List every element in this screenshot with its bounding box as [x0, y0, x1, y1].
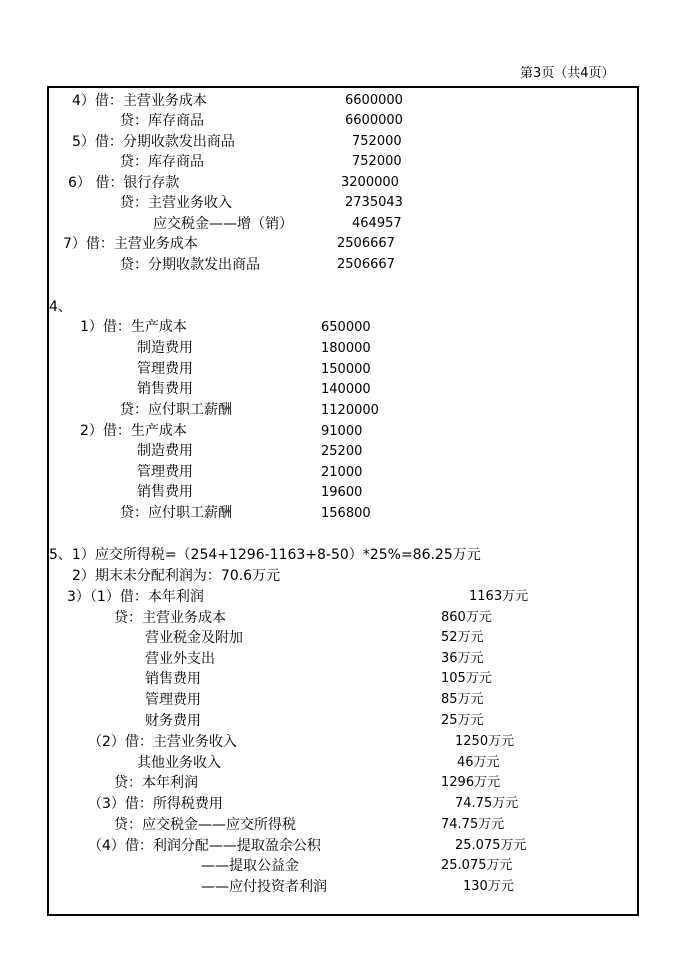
payroll-1-sales: 销售费用 [137, 381, 193, 397]
entry-6-debit-amount: 3200000 [341, 175, 399, 190]
payroll-2-sales-amount: 19600 [321, 485, 363, 500]
entry-6-debit: 6） 借：银行存款 [68, 175, 180, 191]
payroll-2-manufacturing: 制造费用 [137, 443, 193, 459]
payroll-2-debit-amount: 91000 [321, 424, 363, 439]
closing-2-credit: 贷：本年利润 [114, 775, 198, 791]
payroll-2-sales: 销售费用 [137, 484, 193, 500]
closing-1-credit-2-amount: 52万元 [441, 630, 484, 645]
closing-1-debit-amount: 1163万元 [469, 589, 529, 604]
payroll-2-credit-amount: 156800 [321, 506, 371, 521]
entry-4-credit: 贷：库存商品 [120, 113, 204, 129]
closing-4-debit-2: ——提取公益金 [201, 858, 299, 874]
entry-4-debit-amount: 6600000 [345, 93, 403, 108]
payroll-1-manufacturing: 制造费用 [137, 340, 193, 356]
closing-1-credit-4: 销售费用 [145, 671, 201, 687]
closing-1-credit-5-amount: 85万元 [441, 692, 484, 707]
entry-7-debit-amount: 2506667 [337, 236, 395, 251]
payroll-2-credit: 贷：应付职工薪酬 [120, 505, 232, 521]
closing-2-credit-amount: 1296万元 [441, 775, 501, 790]
closing-1-credit-2: 营业税金及附加 [145, 630, 243, 646]
entry-6-credit-2-amount: 464957 [352, 216, 402, 231]
closing-4-debit-2-amount: 25.075万元 [441, 858, 513, 873]
entry-6-credit-1: 贷：主营业务收入 [120, 195, 232, 211]
payroll-1-management: 管理费用 [137, 361, 193, 377]
closing-3-debit: （3）借：所得税费用 [88, 796, 223, 812]
closing-1-credit-4-amount: 105万元 [441, 671, 492, 686]
entry-5-debit: 5）借：分期收款发出商品 [72, 134, 235, 150]
payroll-1-debit: 1）借：生产成本 [80, 319, 187, 335]
closing-1-credit-1-amount: 860万元 [441, 610, 492, 625]
entry-6-credit-1-amount: 2735043 [345, 195, 403, 210]
page-number: 第3页（共4页） [520, 66, 615, 81]
entry-5-debit-amount: 752000 [352, 134, 402, 149]
closing-4-debit-1: （4）借：利润分配——提取盈余公积 [88, 838, 321, 854]
payroll-2-management: 管理费用 [137, 464, 193, 480]
payroll-1-sales-amount: 140000 [321, 382, 371, 397]
payroll-1-credit: 贷：应付职工薪酬 [120, 402, 232, 418]
payroll-2-manufacturing-amount: 25200 [321, 444, 363, 459]
closing-2-debit-1-amount: 1250万元 [455, 734, 515, 749]
entry-7-credit: 贷：分期收款发出商品 [120, 257, 260, 273]
closing-1-credit-1: 贷：主营业务成本 [114, 610, 226, 626]
closing-3-debit-amount: 74.75万元 [455, 796, 519, 811]
payroll-1-manufacturing-amount: 180000 [321, 341, 371, 356]
entry-7-debit: 7）借：主营业务成本 [63, 236, 198, 252]
closing-4-debit-3: ——应付投资者利润 [201, 879, 327, 895]
closing-1-credit-5: 管理费用 [145, 692, 201, 708]
undistributed-profit: 2）期末未分配利润为：70.6万元 [72, 568, 281, 584]
entry-5-credit: 贷：库存商品 [120, 154, 204, 170]
closing-1-debit: 3）（1）借：本年利润 [67, 589, 204, 605]
closing-4-debit-3-amount: 130万元 [463, 879, 514, 894]
entry-6-credit-2: 应交税金——增（销） [153, 216, 293, 232]
payroll-1-credit-amount: 1120000 [321, 403, 379, 418]
entry-5-credit-amount: 752000 [352, 154, 402, 169]
entry-7-credit-amount: 2506667 [337, 257, 395, 272]
entry-4-credit-amount: 6600000 [345, 113, 403, 128]
income-tax-calculation: 5、1）应交所得税=（254+1296-1163+8-50）*25%=86.25万元 [49, 547, 481, 563]
entry-4-debit: 4）借：主营业务成本 [72, 93, 207, 109]
closing-3-credit: 贷：应交税金——应交所得税 [114, 817, 296, 833]
closing-1-credit-6: 财务费用 [145, 713, 201, 729]
closing-2-debit-1: （2）借：主营业务收入 [88, 734, 237, 750]
closing-3-credit-amount: 74.75万元 [441, 817, 505, 832]
payroll-2-management-amount: 21000 [321, 465, 363, 480]
closing-1-credit-6-amount: 25万元 [441, 713, 484, 728]
closing-1-credit-3-amount: 36万元 [441, 651, 484, 666]
payroll-1-management-amount: 150000 [321, 362, 371, 377]
closing-2-debit-2-amount: 46万元 [457, 755, 500, 770]
closing-4-debit-1-amount: 25.075万元 [455, 838, 527, 853]
payroll-1-debit-amount: 650000 [321, 320, 371, 335]
payroll-2-debit: 2）借：生产成本 [80, 423, 187, 439]
closing-1-credit-3: 营业外支出 [145, 651, 215, 667]
section-4-heading: 4、 [49, 299, 72, 315]
closing-2-debit-2: 其他业务收入 [137, 755, 221, 771]
